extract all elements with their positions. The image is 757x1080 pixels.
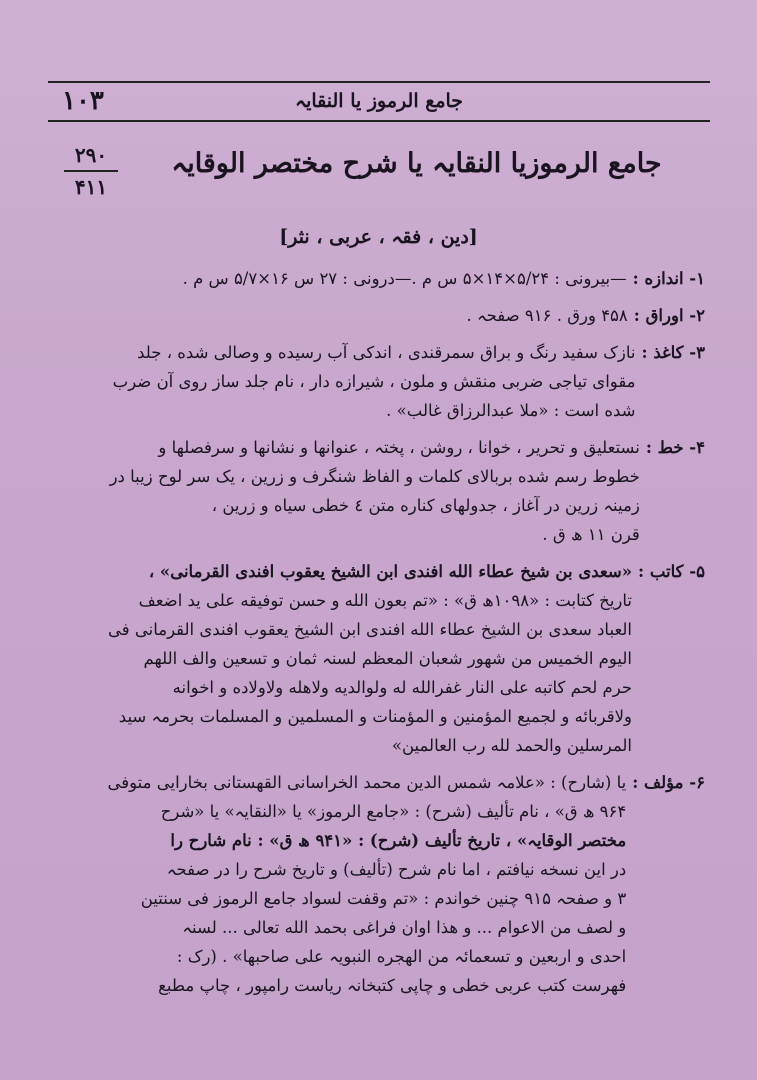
entry-content [60, 301, 628, 330]
entries-list [60, 264, 705, 1008]
subject-tags: [دین ، فقہ ، عربی ، نثر] [279, 226, 478, 248]
entry-line: —بیرونی : ۵/۲۴×۱۴×۵ س م .—درونی : ۲۷ س ۱۶×۵/۷ س م . [182, 269, 627, 288]
entry-line: ولاقربائه و لجمیع المؤمنین و المؤمنات و المسلمین و المسلمات بحرمہ سید [118, 707, 633, 726]
entry-script [60, 433, 705, 549]
entry-line: مقوای تیاجی ضربی منقش و ملون ، شیرازه دار ، نام جلد ساز روی آن ضرب [112, 372, 636, 391]
entry-content [60, 264, 627, 293]
entry-label: ۶- مؤلف : [632, 773, 705, 792]
entry-label: ۲- اوراق : [633, 306, 705, 325]
running-head [48, 86, 710, 118]
page-title: جامع الرموزیا النقایہ یا شرح مختصر الوقایہ [171, 148, 662, 179]
entry-line: شده است : «ملا عبدالرزاق غالب» . [386, 401, 636, 420]
entry-line: خطوط رسم شده بربالای کلمات و الفاظ شنگرف و زرین ، یک سر لوح زیبا در [109, 467, 640, 486]
entry-content [60, 768, 626, 1000]
entry-line: در این نسخه نیافتم ، اما نام شرح (تألیف) و تاریخ شرح را در صفحہ [166, 860, 627, 879]
catalog-number [60, 142, 122, 200]
entry-size [60, 264, 705, 293]
entry-label: ۱- اندازه : [632, 269, 705, 288]
entry-author [60, 768, 705, 1000]
entry-line: احدی و اربعین و تسعمائہ من الهجره النبویہ علی صاحبها» . (رک : [176, 947, 627, 966]
entry-line: المرسلین والحمد لله رب العالمین» [391, 736, 633, 755]
entry-label: ۵- کاتب : [638, 562, 705, 581]
entry-line: قرن ۱۱ ھ ق . [542, 525, 640, 544]
entry-line: یا (شارح) : «علامہ شمس الدین محمد الخراسانی القهستانی بخارایی متوفی [107, 773, 627, 792]
entry-label: ۴- خط : [645, 438, 705, 457]
catalog-number-bottom: ۴۱۱ [74, 175, 108, 199]
entry-line: «سعدی بن شیخ عطاء الله افندی ابن الشیخ یعقوب افندی القرمانی» ، [148, 562, 633, 581]
entry-line: و لصف من الاعوام ... و هذا اوان فراغی بحمد الله تعالی ... لسنہ [182, 918, 627, 937]
entry-line: زمینہ زرین در آغاز ، جدولهای کناره متن ٤ خطی سیاه و زرین ، [211, 496, 640, 515]
entry-content [60, 557, 632, 760]
page-number: ۱۰۳ [62, 86, 104, 116]
entry-line: نستعلیق و تحریر ، خوانا ، روشن ، پختہ ، عنوانها و نشانها و سرفصلها و [158, 438, 640, 457]
entry-line: نازک سفید رنگ و براق سمرقندی ، اندکی آب رسیده و وصالی شده ، جلد [137, 343, 636, 362]
entry-scribe [60, 557, 705, 760]
bottom-rule [48, 120, 710, 122]
entry-folios [60, 301, 705, 330]
entry-line: مختصر الوقایہ» ، تاریخ تألیف (شرح) : «۹۴۱ ھ ق» : نام شارح را [170, 831, 627, 850]
catalog-number-divider [64, 170, 118, 172]
entry-line: تاریخ کتابت : «۱۰۹۸ھ ق» : «تم بعون الله و حسن توفیقه علی ید اضعف [138, 591, 633, 610]
entry-line: العباد سعدی بن الشیخ عطاء الله افندی ابن الشیخ یعقوب افندی القرمانی فی [107, 620, 633, 639]
entry-content [60, 433, 640, 549]
entry-content [60, 338, 636, 425]
entry-line: فهرست کتب عربی خطی و چاپی کتبخانہ ریاست رامپور ، چاپ مطبع [158, 976, 627, 995]
running-head-title: جامع الرموز یا النقایہ [294, 90, 464, 112]
entry-line: ۴۵۸ ورق . ۹۱۶ صفحہ . [466, 306, 628, 325]
entry-line: ۳ و صفحہ ۹۱۵ چنین خواندم : «تم وقفت لسواد جامع الرموز فی سنتین [140, 889, 627, 908]
entry-line: ۹۶۴ ھ ق» ، نام تألیف (شرح) : «جامع الرموز» یا «النقایہ» یا «شرح [160, 802, 627, 821]
entry-paper [60, 338, 705, 425]
top-rule [48, 81, 710, 83]
entry-line: حرم لحم کاتبه علی النار غفرالله له ولوالدیه ولاهله ولاولاده و اخوانه [172, 678, 633, 697]
entry-label: ۳- کاغذ : [641, 343, 705, 362]
entry-line: الیوم الخمیس من شهور شعبان المعظم لسنہ ثمان و تسعین والف اللهم [143, 649, 633, 668]
catalog-number-top: ۲۹۰ [74, 143, 108, 167]
